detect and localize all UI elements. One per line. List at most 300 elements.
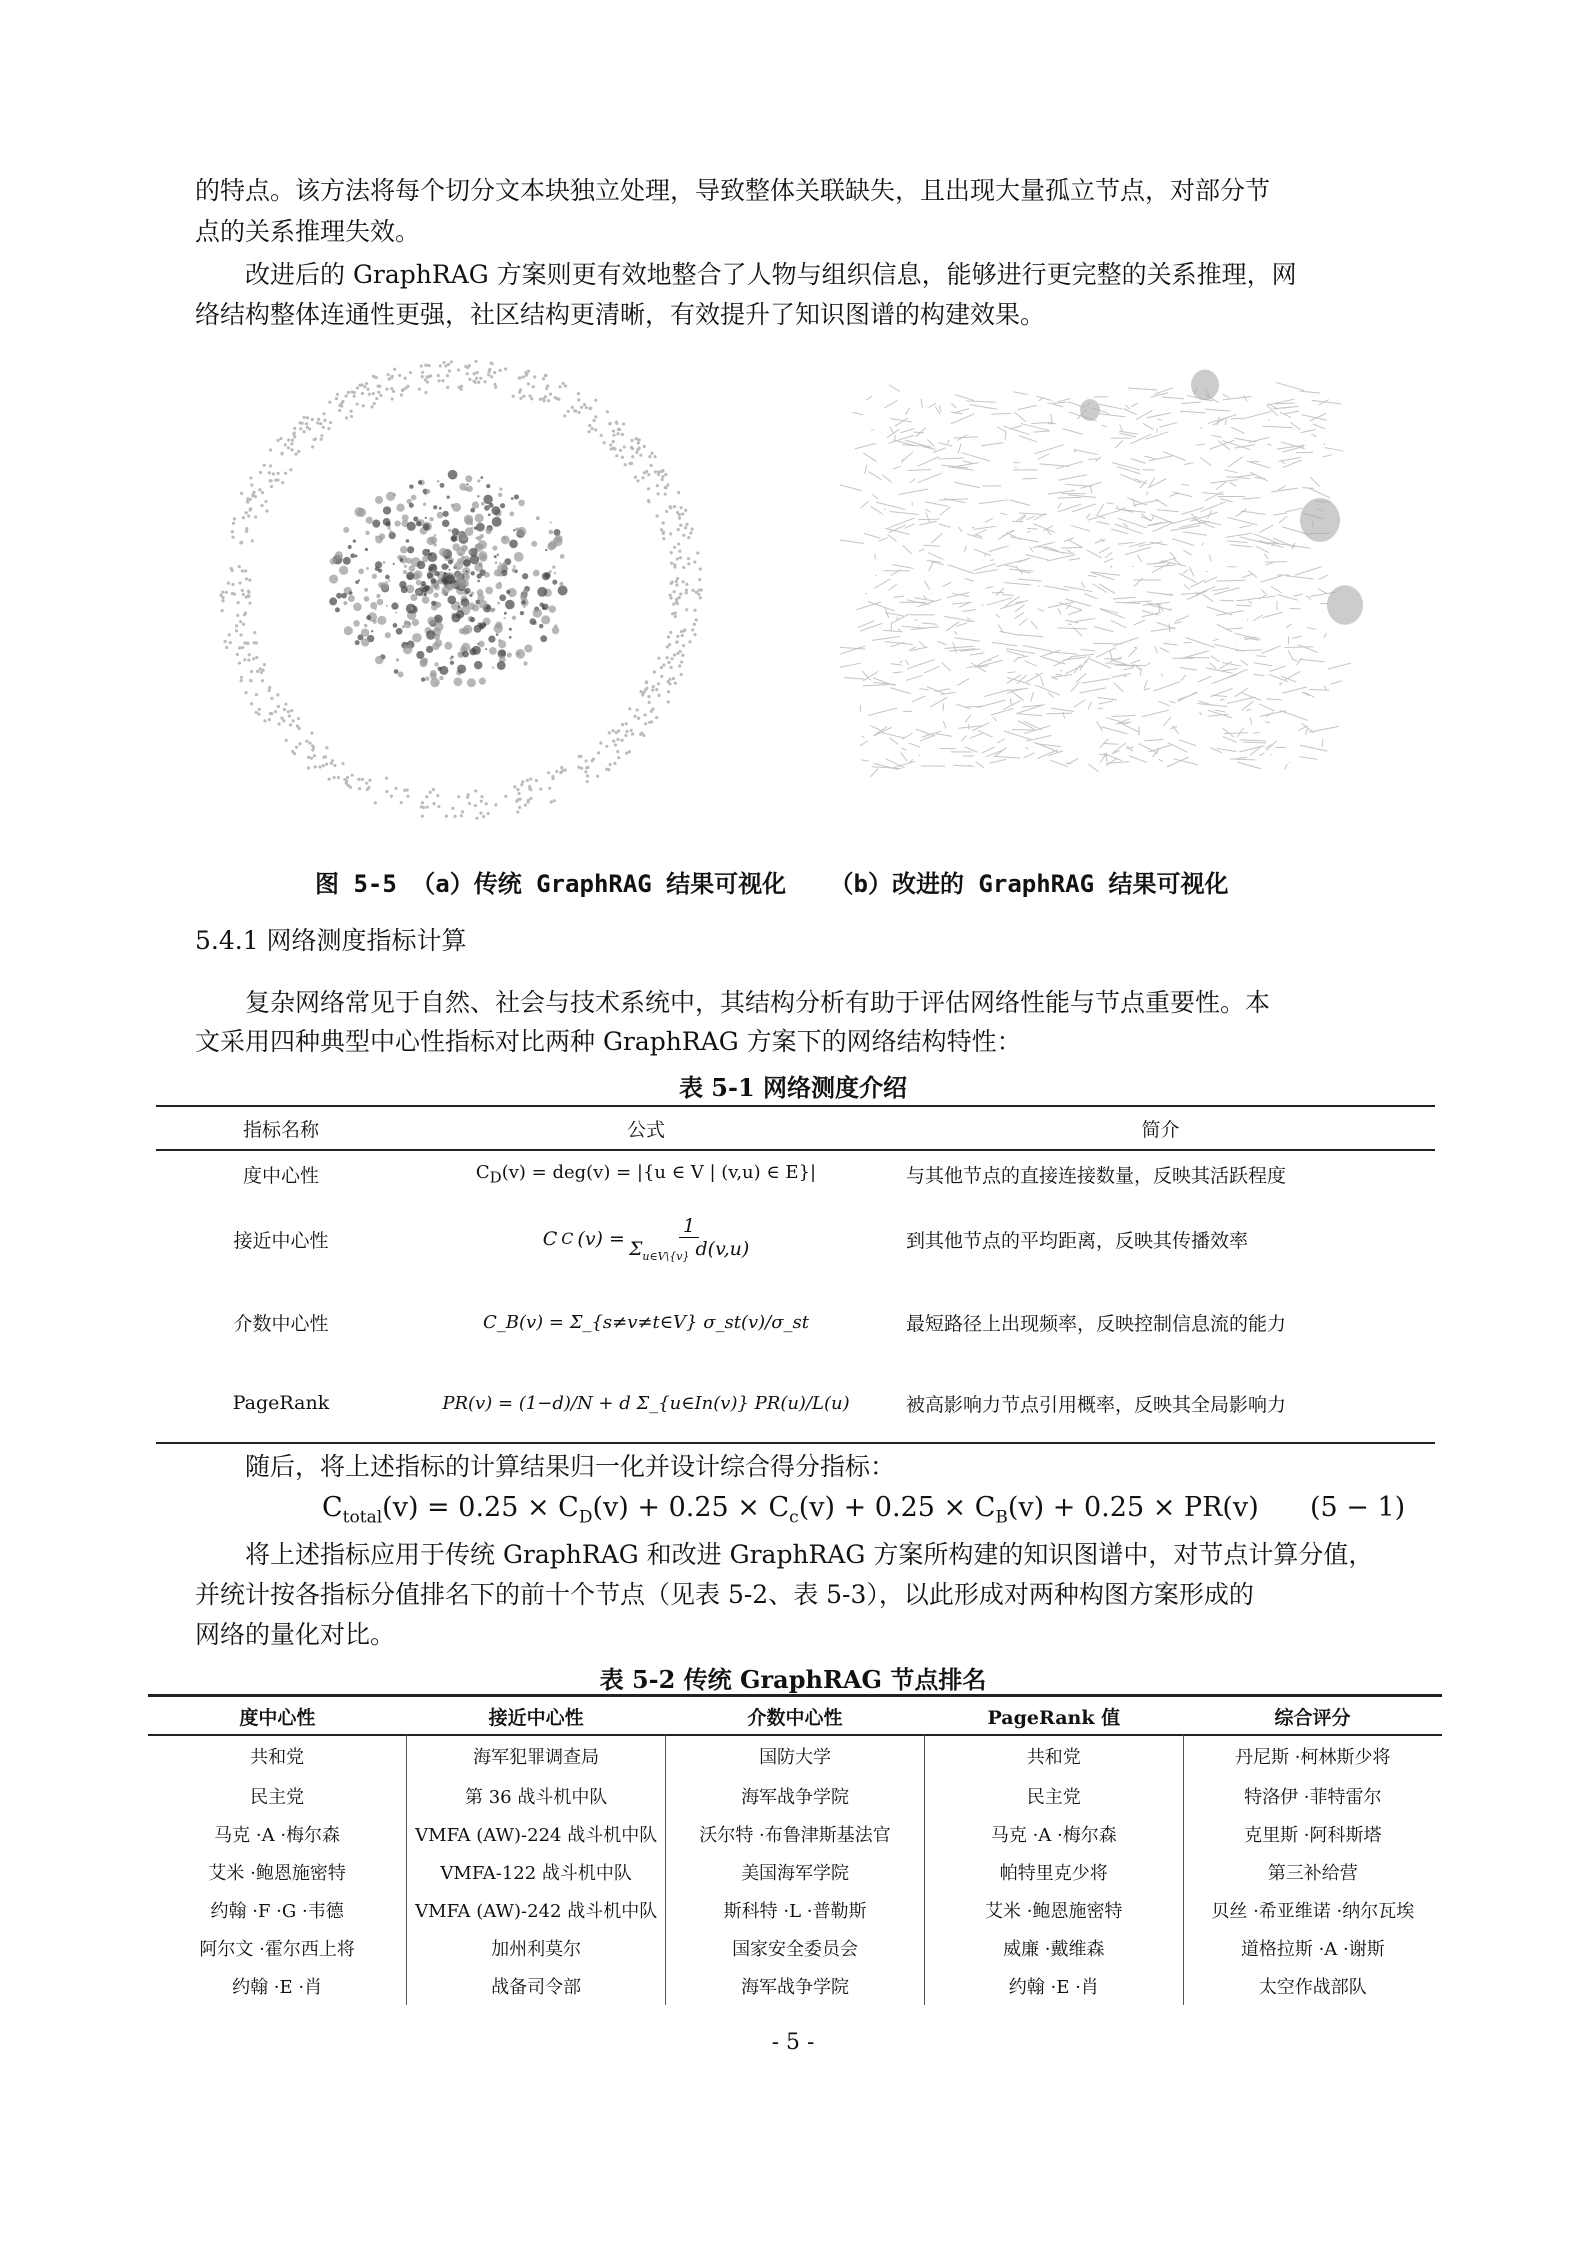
network-node (499, 594, 506, 601)
network-edge (966, 401, 996, 402)
ranking-cell: 共和党 (924, 1735, 1183, 1777)
network-node (432, 802, 435, 805)
network-node (421, 371, 424, 374)
paragraph-2-line-1: 改进后的 GraphRAG 方案则更有效地整合了人物与组织信息，能够进行更完整的关系推理，网 (245, 260, 1297, 289)
network-edge (1230, 545, 1252, 547)
network-edge (893, 466, 901, 469)
network-edge (1212, 588, 1229, 591)
network-edge (1261, 589, 1265, 593)
ranking-cell: 约翰 ·E ·肖 (148, 1967, 407, 2005)
ranking-cell: 阿尔文 ·霍尔西上将 (148, 1929, 407, 1967)
network-node (675, 641, 678, 644)
network-edge (923, 545, 940, 546)
network-edge (1253, 663, 1272, 666)
network-node (310, 756, 313, 759)
network-node (539, 624, 543, 628)
network-node (258, 488, 261, 491)
network-node (549, 570, 552, 573)
network-node (628, 750, 631, 753)
network-node (390, 795, 393, 798)
network-edge (1173, 759, 1198, 765)
network-edge (1145, 740, 1164, 741)
network-node (319, 422, 322, 425)
network-edge (1220, 661, 1233, 668)
network-node (451, 535, 458, 542)
network-node (366, 567, 369, 570)
network-edge (874, 579, 891, 589)
network-node (287, 446, 290, 449)
network-node (541, 615, 550, 624)
network-node (274, 710, 277, 713)
network-edge (1019, 635, 1043, 637)
network-edge (1227, 517, 1257, 524)
network-edge (1025, 661, 1037, 667)
network-node (276, 472, 279, 475)
network-node (430, 672, 437, 679)
network-node (499, 487, 502, 490)
network-node (347, 391, 350, 394)
network-node (688, 640, 691, 643)
network-node (357, 778, 360, 781)
network-node (522, 395, 525, 398)
ranking-cell: 海军战争学院 (666, 1967, 925, 2005)
network-node (365, 548, 368, 551)
network-edge (879, 538, 888, 541)
network-node (470, 617, 475, 622)
network-node (631, 732, 634, 735)
network-edge (1056, 461, 1083, 468)
network-node (614, 743, 617, 746)
network-node (350, 410, 353, 413)
network-node (678, 664, 681, 667)
network-node (549, 530, 554, 535)
network-node (533, 375, 536, 378)
network-node (246, 500, 249, 503)
network-node (504, 617, 506, 619)
network-node (485, 648, 487, 650)
network-edge (1155, 646, 1158, 654)
network-edge (919, 549, 924, 552)
network-node (364, 596, 370, 602)
network-edge (1213, 639, 1219, 641)
network-node (400, 801, 403, 804)
network-node (366, 615, 371, 620)
network-node (363, 385, 366, 388)
network-node (400, 546, 408, 554)
network-node (445, 814, 448, 817)
network-edge (1088, 702, 1092, 709)
network-node (669, 532, 672, 535)
network-node (547, 771, 550, 774)
network-node (463, 625, 472, 634)
network-edge (1153, 682, 1180, 691)
network-edge (919, 521, 936, 525)
network-node (466, 372, 469, 375)
network-node (311, 445, 314, 448)
network-node (391, 602, 398, 609)
network-node (666, 483, 669, 486)
network-node (284, 472, 287, 475)
network-edge (1112, 674, 1130, 678)
network-edge (1026, 747, 1029, 749)
network-node (454, 561, 463, 570)
network-edge (1098, 504, 1104, 513)
network-node (472, 501, 479, 508)
network-edge (986, 586, 993, 588)
network-edge (1241, 701, 1253, 710)
network-edge (1151, 628, 1175, 632)
network-edge (937, 641, 946, 645)
network-node (654, 455, 657, 458)
network-edge (1242, 574, 1252, 577)
network-node (512, 395, 515, 398)
network-edge (939, 405, 941, 412)
network-edge (866, 396, 872, 400)
network-node (685, 608, 688, 611)
network-node (227, 582, 230, 585)
network-edge (1169, 624, 1170, 632)
network-edge (861, 760, 869, 761)
network-node (577, 398, 580, 401)
network-edge (1005, 432, 1006, 440)
network-node (389, 530, 392, 533)
paragraph-3-line-2: 文采用四种典型中心性指标对比两种 GraphRAG 方案下的网络结构特性： (195, 1027, 1022, 1056)
network-edge (973, 530, 987, 536)
network-edge (1282, 462, 1286, 464)
network-node (693, 609, 696, 612)
section-heading: 5.4.1 网络测度指标计算 (195, 926, 467, 955)
network-edge (1016, 601, 1025, 602)
network-edge (1182, 507, 1205, 514)
network-edge (1071, 682, 1079, 692)
network-node (398, 671, 404, 677)
network-node (669, 582, 672, 585)
network-node (426, 489, 431, 494)
network-edge (1099, 701, 1113, 704)
network-node (665, 510, 668, 513)
table-2-title: 表 5-2 传统 GraphRAG 节点排名 (599, 1665, 987, 1694)
network-edge (886, 759, 905, 768)
network-edge (1138, 555, 1142, 562)
network-edge (1241, 660, 1248, 665)
network-node (386, 373, 389, 376)
network-edge (1124, 409, 1137, 415)
network-node (685, 591, 688, 594)
paragraph-4-line-1: 将上述指标应用于传统 GraphRAG 和改进 GraphRAG 方案所构建的知识图谱中，对节点计算分值， (245, 1540, 1374, 1569)
network-edge (1293, 594, 1303, 596)
network-node (248, 653, 251, 656)
network-node (375, 536, 377, 538)
network-node (426, 806, 429, 809)
network-edge (1059, 603, 1082, 611)
table-row (148, 1929, 1442, 1967)
network-node (682, 534, 685, 537)
network-node (335, 607, 340, 612)
network-edge (901, 753, 907, 762)
network-node (625, 751, 628, 754)
network-node (281, 481, 284, 484)
network-node (362, 404, 365, 407)
network-node (335, 397, 338, 400)
network-node (423, 523, 430, 530)
network-node (481, 502, 485, 506)
network-node (434, 634, 440, 640)
network-edge (1069, 558, 1081, 560)
network-edge (1304, 692, 1314, 697)
network-node (451, 613, 460, 622)
network-edge (954, 638, 980, 642)
network-edge (1264, 554, 1268, 559)
network-node (282, 719, 285, 722)
paragraph-1-line-2: 点的关系推理失效。 (195, 217, 421, 246)
network-edge (1259, 704, 1275, 711)
network-node (657, 492, 660, 495)
network-edge (976, 570, 999, 574)
network-edge (1027, 531, 1031, 533)
network-edge (1226, 628, 1244, 629)
traditional-graphrag-network-image (200, 350, 720, 830)
network-node (479, 600, 488, 609)
network-node (418, 387, 421, 390)
network-node (403, 645, 413, 655)
network-edge (1244, 395, 1247, 401)
network-node (662, 521, 665, 524)
network-node (345, 416, 348, 419)
metric-name: 介数中心性 (233, 1312, 329, 1335)
network-edge (1241, 412, 1271, 420)
network-edge (1051, 677, 1058, 679)
network-node (451, 807, 454, 810)
network-node (386, 605, 388, 607)
network-node (429, 517, 433, 521)
network-node (370, 602, 377, 609)
network-node (277, 722, 280, 725)
network-node (447, 595, 456, 604)
network-node (578, 755, 581, 758)
network-node (343, 557, 351, 565)
network-node (393, 493, 396, 496)
network-node (353, 603, 362, 612)
network-node (437, 379, 440, 382)
network-node (450, 360, 453, 363)
network-node (617, 729, 620, 732)
network-node (476, 523, 485, 532)
network-edge (973, 564, 995, 571)
network-node (641, 476, 644, 479)
network-node (461, 598, 470, 607)
network-node (344, 626, 353, 635)
network-node (290, 709, 293, 712)
network-node (427, 549, 430, 552)
network-edge (1220, 499, 1233, 502)
network-node (361, 392, 364, 395)
network-node (240, 492, 243, 495)
network-edge (1027, 528, 1038, 529)
network-node (481, 545, 484, 548)
metric-name: 度中心性 (242, 1164, 319, 1187)
network-node (464, 515, 473, 524)
network-node (393, 623, 398, 628)
network-edge (1302, 488, 1314, 489)
header-description: 简介 (1141, 1118, 1180, 1141)
network-edge (1144, 456, 1156, 459)
network-node (677, 542, 680, 545)
network-node (492, 517, 502, 527)
network-node (630, 446, 633, 449)
network-node (448, 369, 451, 372)
network-edge (1318, 589, 1328, 594)
network-node (587, 430, 590, 433)
network-node (425, 517, 427, 519)
network-node (520, 594, 527, 601)
network-node (452, 528, 459, 535)
network-node (353, 620, 360, 627)
network-node (543, 399, 546, 402)
network-node (594, 428, 597, 431)
network-node (444, 642, 452, 650)
network-node (531, 541, 537, 547)
network-node (276, 478, 279, 481)
network-node (236, 653, 239, 656)
network-node (464, 487, 468, 491)
network-node (370, 405, 373, 408)
network-node (430, 678, 440, 688)
network-edge (903, 545, 912, 554)
network-node (250, 483, 253, 486)
network-node (524, 804, 527, 807)
network-edge (943, 582, 952, 586)
network-edge (1181, 484, 1188, 485)
network-node (696, 551, 699, 554)
network-edge (1241, 511, 1265, 514)
network-node (498, 493, 502, 497)
network-node (630, 439, 633, 442)
network-edge (1014, 412, 1026, 422)
table-1-bottom-rule (156, 1442, 1435, 1444)
network-node (470, 555, 480, 565)
network-edge (1012, 730, 1036, 731)
network-edge (1168, 743, 1188, 753)
network-edge (1312, 434, 1317, 437)
network-edge (1000, 513, 1007, 515)
network-node (608, 731, 611, 734)
network-node (357, 634, 363, 640)
network-edge (1284, 647, 1313, 648)
network-edge (1051, 708, 1075, 711)
network-edge (1120, 425, 1123, 432)
network-node (351, 774, 354, 777)
network-node (350, 553, 355, 558)
network-node (236, 614, 239, 617)
network-node (437, 480, 440, 483)
network-edge (961, 453, 990, 462)
network-edge (1325, 448, 1344, 451)
network-node (442, 590, 445, 593)
network-edge (1156, 622, 1175, 629)
network-node (616, 750, 619, 753)
network-node (416, 651, 424, 659)
network-node (336, 593, 342, 599)
network-edge (943, 721, 946, 728)
network-edge (961, 736, 966, 742)
network-node (260, 504, 263, 507)
ranking-cell: 第三补给营 (1267, 1863, 1358, 1884)
network-node (380, 582, 389, 591)
network-node (644, 722, 647, 725)
network-node (293, 435, 296, 438)
network-node (436, 794, 439, 797)
network-node (337, 776, 340, 779)
network-edge (1004, 583, 1031, 585)
network-edge (1160, 648, 1169, 653)
network-node (652, 685, 655, 688)
network-node (361, 778, 364, 781)
network-node (521, 780, 524, 783)
network-node (276, 439, 279, 442)
network-edge (1144, 680, 1147, 689)
network-edge (1180, 668, 1197, 671)
network-node (644, 688, 647, 691)
network-edge (1174, 622, 1182, 624)
network-node (259, 667, 262, 670)
network-node (244, 569, 247, 572)
network-node (504, 612, 507, 615)
network-edge (1259, 525, 1273, 533)
network-node (544, 374, 547, 377)
network-edge (1038, 609, 1045, 612)
network-node (356, 402, 359, 405)
network-node (638, 438, 641, 441)
network-node (669, 631, 672, 634)
ranking-cell: 道格拉斯 ·A ·谢斯 (1240, 1939, 1385, 1960)
network-node (233, 517, 236, 520)
ranking-cell: 丹尼斯 ·柯林斯少将 (1235, 1747, 1391, 1768)
network-node (660, 528, 663, 531)
network-node (540, 635, 547, 642)
network-node (323, 419, 326, 422)
network-edge (1117, 466, 1141, 473)
network-node (612, 434, 615, 437)
network-edge (1227, 541, 1248, 543)
network-node (393, 368, 396, 371)
network-node (504, 367, 507, 370)
network-node (504, 795, 507, 798)
network-edge (892, 564, 914, 568)
network-node (509, 636, 512, 639)
network-edge (1074, 450, 1098, 455)
network-node (676, 635, 679, 638)
network-edge (1286, 576, 1314, 579)
network-node (320, 438, 323, 441)
network-node (270, 485, 273, 488)
network-node (277, 705, 280, 708)
network-node (346, 776, 349, 779)
network-edge (1097, 721, 1103, 731)
network-node (475, 377, 478, 380)
network-edge (1323, 444, 1325, 445)
network-node (527, 799, 530, 802)
network-node (529, 777, 532, 780)
network-edge (948, 565, 975, 574)
network-node (425, 795, 428, 798)
network-node (661, 475, 664, 478)
network-node (623, 445, 626, 448)
network-edge (1125, 547, 1151, 555)
network-node (485, 802, 488, 805)
network-edge (953, 437, 978, 438)
network-edge (970, 653, 985, 655)
network-node (262, 669, 265, 672)
